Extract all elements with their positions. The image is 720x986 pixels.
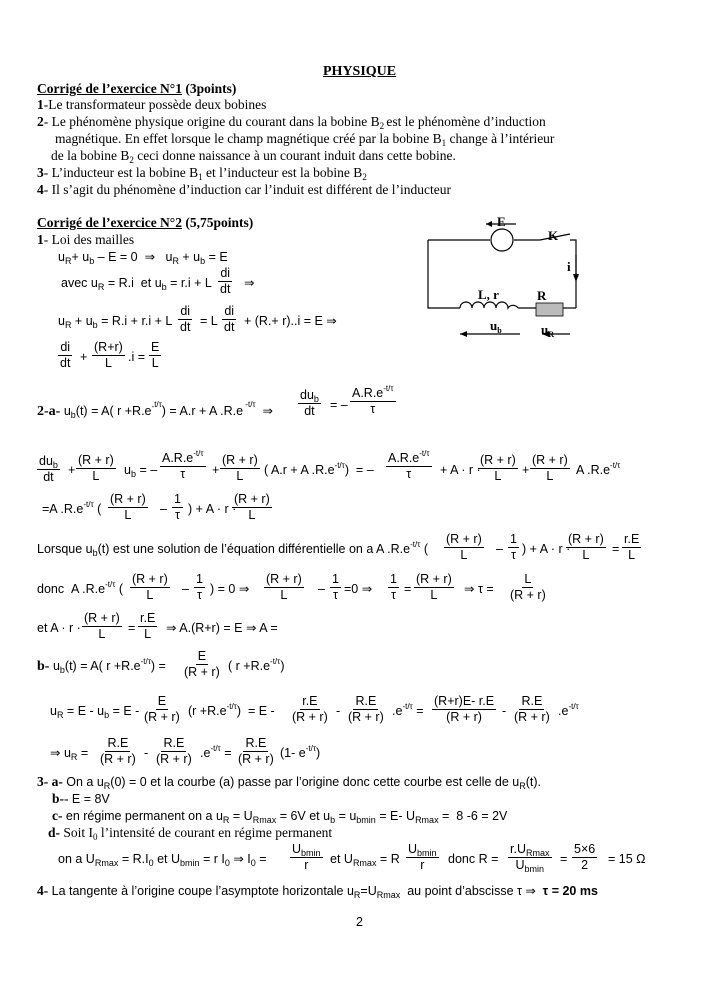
frac-ARe-tau-2: $A.R.e^{-t/\tau}$ τ <box>162 449 204 481</box>
q3d-donc: donc R = <box>448 852 499 866</box>
plus-Ar-3: ) + A · r · <box>522 542 571 556</box>
ex1-item-2-cont2: de la bobine $B_2$ ceci donne naissance à un courant induit dans cette bobine. <box>51 148 456 165</box>
frac-RE-Rr-2: R.E (R + r) <box>514 694 550 724</box>
et-label: et A · r · <box>37 621 81 635</box>
ex2-heading: Corrigé de l’exercice N°2 (5,75points) <box>37 215 254 230</box>
frac-Rr-L-10: (R + r) L <box>132 572 168 602</box>
eq-sign-2: = <box>404 582 412 596</box>
minus: – <box>160 502 167 516</box>
page-number: 2 <box>356 915 363 929</box>
eq-sum-mid: = L <box>200 314 218 328</box>
ex1-item-3: 3- L’inducteur est la bobine $B_1$ et l’inducteur est la bobine $B_2$ <box>37 165 367 182</box>
eq-sum-right: + (R.+ r)..i = E ⇒ <box>244 314 337 328</box>
frac-Rr-L-4: (R + r) L <box>480 453 516 483</box>
donc-line: donc A $.R.e^{-t/\tau}$ ( <box>37 580 124 596</box>
uR-line: $u_R = E - u_b = E$ - <box>50 704 140 720</box>
frac-1-tau-2: 1 τ <box>510 532 517 562</box>
q3a-line: 3- a- On a $u_R(0) = 0$ et la courbe (a) passe par l’origine donc cette courbe est celle de $u_R(t)$. <box>37 774 541 791</box>
frac-Rr-L-11: (R + r) L <box>266 572 302 602</box>
frac-Rr-L-2: (R + r) L <box>78 453 114 483</box>
frac-Rr-L-6: (R + r) L <box>110 492 146 522</box>
frac-Rr-L-7: (R + r) L <box>234 492 270 522</box>
label-i: i <box>567 259 571 274</box>
eq-sign-3: = <box>128 621 136 635</box>
eq-avec: avec $u_R = R.i$ et $u_b = r.i + L$ <box>61 276 212 292</box>
frac-ARe-tau-3: $A.R.e^{-t/\tau}$ τ <box>388 449 430 481</box>
q4-line: 4- La tangente à l’origine coupe l’asymptote horizontale $u_R=U_{Rmax}$ au point d’abscisse τ ⇒ τ = 20 ms <box>37 883 598 900</box>
exp-term-3: $.e^{-t/\tau}$ = <box>200 744 232 760</box>
minus-6: - <box>502 704 507 718</box>
b-line: b- $u_b(t) = A$( $r +R.e^{-t/\tau}$) = <box>37 657 166 675</box>
q2a-line: 2-a- $u_b(t) = A$( $r +R.e^{-t/\tau}) = A.r + A$ .R.e $^{-t/\tau}$ ⇒ <box>37 400 274 420</box>
tau-eq: ⇒ τ = <box>464 582 494 596</box>
frac-di-dt-3: di dt <box>224 304 235 334</box>
q3c-line: c- en régime permanent on a $u_R = U_{Rmax} = 6V$ et $u_b = u_{bmin} = E-$ $U_{Rmax} = 8$ -6 = 2V <box>52 808 508 825</box>
frac-L-Rr: L (R + r) <box>510 572 546 602</box>
frac-Rr-L: (R+r) L <box>94 340 123 370</box>
frac-RE-Rr-3: R.E (R + r) <box>100 736 136 766</box>
frac-Rr-L-3: (R + r) L <box>222 453 258 483</box>
eq-sum: $u_R + u_b = R.i + r.i + L$ <box>58 314 173 330</box>
inductor-icon <box>460 302 518 308</box>
ex1-item-4: 4- Il s’agit du phénomène d’induction car l’induit est différent de l’inducteur <box>37 182 451 197</box>
frac-di-dt-4: di dt <box>60 340 71 370</box>
minus-7: - <box>144 746 149 760</box>
frac-rURmax-Ubmin: $r.U_{Rmax}$ $U_{bmin}$ <box>510 842 550 874</box>
label-ub: $u_b$ <box>490 318 502 335</box>
minus-2: – <box>496 542 503 556</box>
minus-3: – <box>182 582 189 596</box>
frac-RE-Rr: R.E (R + r) <box>348 694 384 724</box>
frac-RE-Rr-5: R.E (R + r) <box>238 736 274 766</box>
frac-ARe-tau: $A.R.e^{-t/\tau}$ τ <box>352 384 394 416</box>
ex2-q1: 1- Loi des mailles <box>37 232 135 247</box>
frac-RrE-rE-Rr: (R+r)E- r.E (R + r) <box>434 694 495 724</box>
minus-5: - <box>336 704 341 718</box>
frac-Rr-L-9: (R + r) L <box>568 532 604 562</box>
label-Lr: L, r <box>478 287 499 302</box>
uR-paren: $(r +R.e^{-t/\tau}) = E$ - <box>188 702 275 718</box>
q3d-et: et $U_{Rmax} = R$ <box>330 852 400 868</box>
plus-4: + <box>522 463 530 477</box>
plus-2: + <box>68 463 76 477</box>
lorsque-line: Lorsque $u_b(t)$ est une solution de l’équation différentielle on a A $.R.e^{-t/\tau}$ ( <box>37 540 429 558</box>
ex1-item-1: 1-Le transformateur possède deux bobines <box>37 97 267 112</box>
frac-Rr-L-13: (R + r) L <box>84 611 120 641</box>
label-E: E <box>497 214 506 229</box>
ARe-factor: =A $.R.e^{-t/\tau}$ ( <box>42 500 102 516</box>
frac-Rr-L-5: (R + r) L <box>532 453 568 483</box>
frac-1-tau-4: 1 τ <box>332 572 339 602</box>
plus-Ar-2: ) + A · r · <box>188 502 237 516</box>
frac-di-dt-2: di dt <box>180 304 191 334</box>
q3d-line: d- Soit $I_0$ l’intensité de courant en régime permanent <box>48 825 333 842</box>
q3b-line: b-- E = 8V <box>52 791 110 806</box>
eq-sign: = <box>612 542 620 556</box>
eq-sign-4: = <box>560 852 568 866</box>
paren-expr: ( A.r + A $.R.e^{-t/\tau}$) = – <box>264 461 374 477</box>
frac-1-tau: 1 τ <box>174 492 181 522</box>
frac-Ubmin-r: $U_{bmin}$ r <box>292 842 321 872</box>
generator-icon <box>491 229 513 251</box>
frac-1-tau-3: 1 τ <box>196 572 203 602</box>
ub-eq: $u_b$ = – <box>124 463 158 479</box>
q2a-eq-neg: = – <box>330 398 348 412</box>
i-eq: .i = <box>128 350 146 364</box>
frac-Ubmin-r-2: $U_{bmin}$ r <box>408 842 437 872</box>
label-R: R <box>537 288 547 303</box>
frac-dub-dt: $du_b$ dt <box>300 388 319 418</box>
ex1-heading: Corrigé de l’exercice N°1 (3points) <box>37 81 237 96</box>
frac-E-L: E L <box>151 340 160 370</box>
resistor-icon <box>536 303 563 316</box>
circuit-diagram <box>420 210 590 345</box>
label-uR: $u_R$ <box>541 322 555 339</box>
exp-term: $.e^{-t/\tau}$ = <box>392 702 424 718</box>
frac-dub-dt-2: $du_b$ dt <box>39 454 58 484</box>
frac-rE-L-2: r.E L <box>140 611 156 641</box>
implies: ⇒ <box>244 276 255 290</box>
minus-4: – <box>318 582 325 596</box>
frac-E-Rr: E (R + r) <box>184 649 220 679</box>
ex1-item-2: 2- Le phénomène physique origine du courant dans la bobine $B_2$ est le phénomène d’induction <box>37 114 546 131</box>
eq-zero-2: =0 ⇒ <box>344 582 373 596</box>
plus: + <box>80 350 88 364</box>
frac-rE-Rr: r.E (R + r) <box>292 694 328 724</box>
ex1-item-2-cont: magnétique. En effet lorsque le champ magnétique créé par la bobine $B_1$ change à l’intérieur <box>55 131 555 148</box>
exp-term-2: $.e^{-t/\tau}$ <box>558 702 579 718</box>
plus-3: + <box>212 463 220 477</box>
frac-Rr-L-8: (R + r) L <box>446 532 482 562</box>
label-K: K <box>548 228 559 243</box>
frac-5x6-2: 5×6 2 <box>574 842 596 872</box>
eq-zero: ) = 0 ⇒ <box>210 582 250 596</box>
q3d-result: = 15 Ω <box>608 852 646 866</box>
plus-Ar: + A · r · <box>440 463 481 477</box>
q3d-eq: on a $U_{Rmax} = R.I_0$ et $U_{bmin} = r$ $I_0$ ⇒ $I_0$ = <box>58 852 267 868</box>
wire-left <box>428 240 460 308</box>
one-minus-exp: (1- $e^{-t/\tau}$) <box>280 744 321 760</box>
uR-final: ⇒ $u_R$ = <box>50 746 89 762</box>
frac-di-dt: di dt <box>220 266 231 296</box>
frac-RE-Rr-4: R.E (R + r) <box>156 736 192 766</box>
frac-1-tau-5: 1 τ <box>390 572 397 602</box>
frac-E-Rr-2: E (R + r) <box>144 694 180 724</box>
page-title: PHYSIQUE <box>323 64 397 79</box>
eq-mesh-law: $u_R+ u_b - E = 0$ ⇒ $u_R + u_b = E$ <box>58 250 228 266</box>
frac-Rr-L-12: (R + r) L <box>416 572 452 602</box>
ARe-term: A $.R.e^{-t/\tau}$ <box>576 461 621 477</box>
frac-rE-L: r.E L <box>624 532 640 562</box>
et-result: ⇒ A.(R+r) = E ⇒ A = <box>166 621 278 635</box>
b-paren: ( $r +R.e^{-t/\tau}$) <box>228 657 285 673</box>
